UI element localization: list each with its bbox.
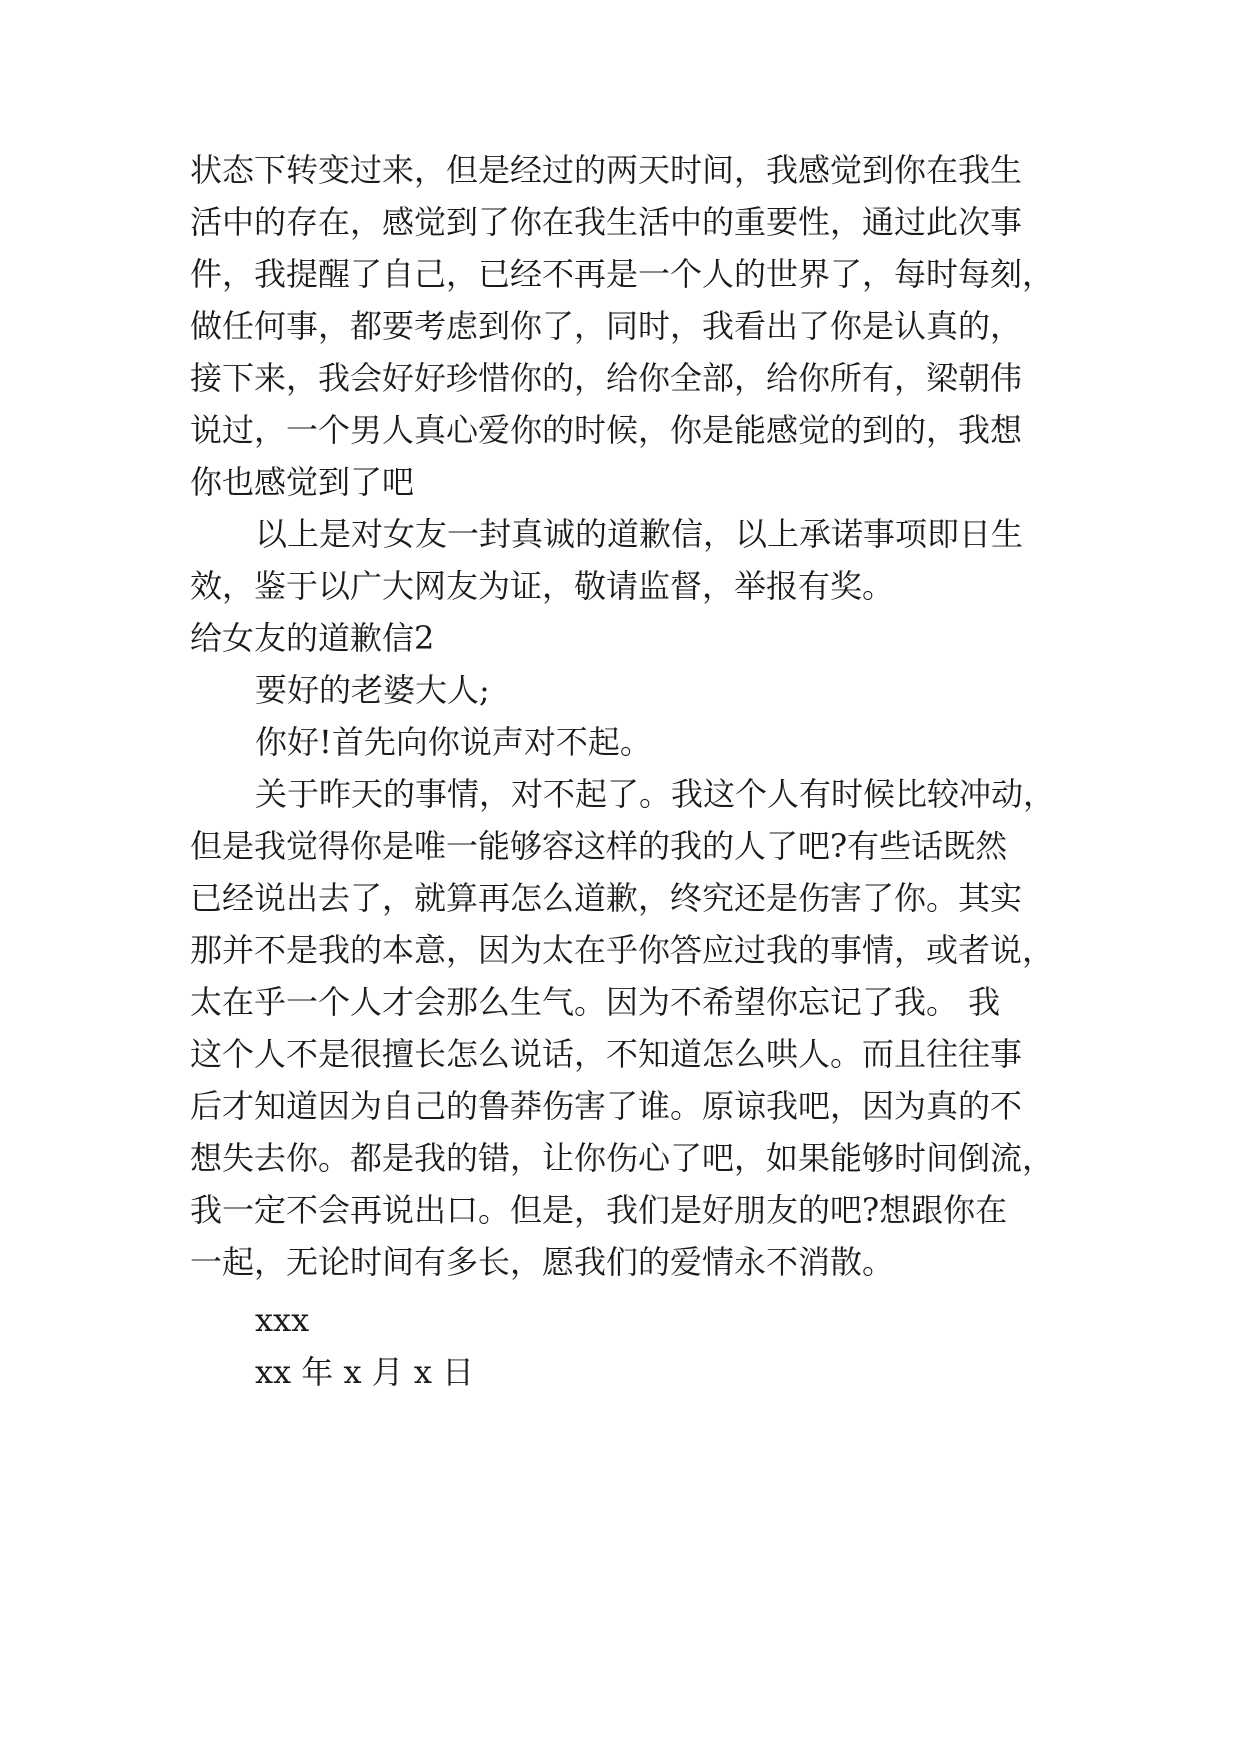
text-line: 我一定不会再说出口。但是，我们是好朋友的吧?想跟你在 [190, 1191, 1008, 1229]
greeting-line: 你好!首先向你说声对不起。 [255, 723, 652, 761]
text-line: 件，我提醒了自己，已经不再是一个人的世界了，每时每刻， [190, 255, 1055, 293]
text-line: 做任何事，都要考虑到你了，同时，我看出了你是认真的， [190, 307, 1023, 345]
text-line: 说过，一个男人真心爱你的时候，你是能感觉的到的，我想 [190, 411, 1023, 449]
salutation: 要好的老婆大人; [255, 671, 490, 709]
text-line: 状态下转变过来，但是经过的两天时间，我感觉到你在我生 [190, 151, 1023, 189]
text-line: 那并不是我的本意，因为太在乎你答应过我的事情，或者说， [190, 931, 1055, 969]
text-line: 想失去你。都是我的错，让你伤心了吧，如果能够时间倒流， [190, 1139, 1055, 1177]
text-line: 效，鉴于以广大网友为证，敬请监督，举报有奖。 [190, 567, 895, 605]
text-line: 你也感觉到了吧 [190, 463, 415, 501]
text-line: 关于昨天的事情，对不起了。我这个人有时候比较冲动， [255, 775, 1056, 813]
text-line: 活中的存在，感觉到了你在我生活中的重要性，通过此次事 [190, 203, 1023, 241]
text-line: 接下来，我会好好珍惜你的，给你全部，给你所有，梁朝伟 [190, 359, 1023, 397]
text-line: 已经说出去了，就算再怎么道歉，终究还是伤害了你。其实 [190, 879, 1023, 917]
text-line: 后才知道因为自己的鲁莽伤害了谁。原谅我吧，因为真的不 [190, 1087, 1023, 1125]
text-line: 但是我觉得你是唯一能够容这样的我的人了吧?有些话既然 [190, 827, 1008, 865]
text-line: 这个人不是很擅长怎么说话，不知道怎么哄人。而且往往事 [190, 1035, 1023, 1073]
signature: xxx [255, 1301, 310, 1339]
date-line: xx 年 x 月 x 日 [255, 1353, 475, 1391]
text-line: 太在乎一个人才会那么生气。因为不希望你忘记了我。 我 [190, 983, 1001, 1021]
text-line: 以上是对女友一封真诚的道歉信，以上承诺事项即日生 [255, 515, 1024, 553]
section-heading: 给女友的道歉信2 [190, 619, 435, 657]
text-line: 一起，无论时间有多长，愿我们的爱情永不消散。 [190, 1243, 895, 1281]
